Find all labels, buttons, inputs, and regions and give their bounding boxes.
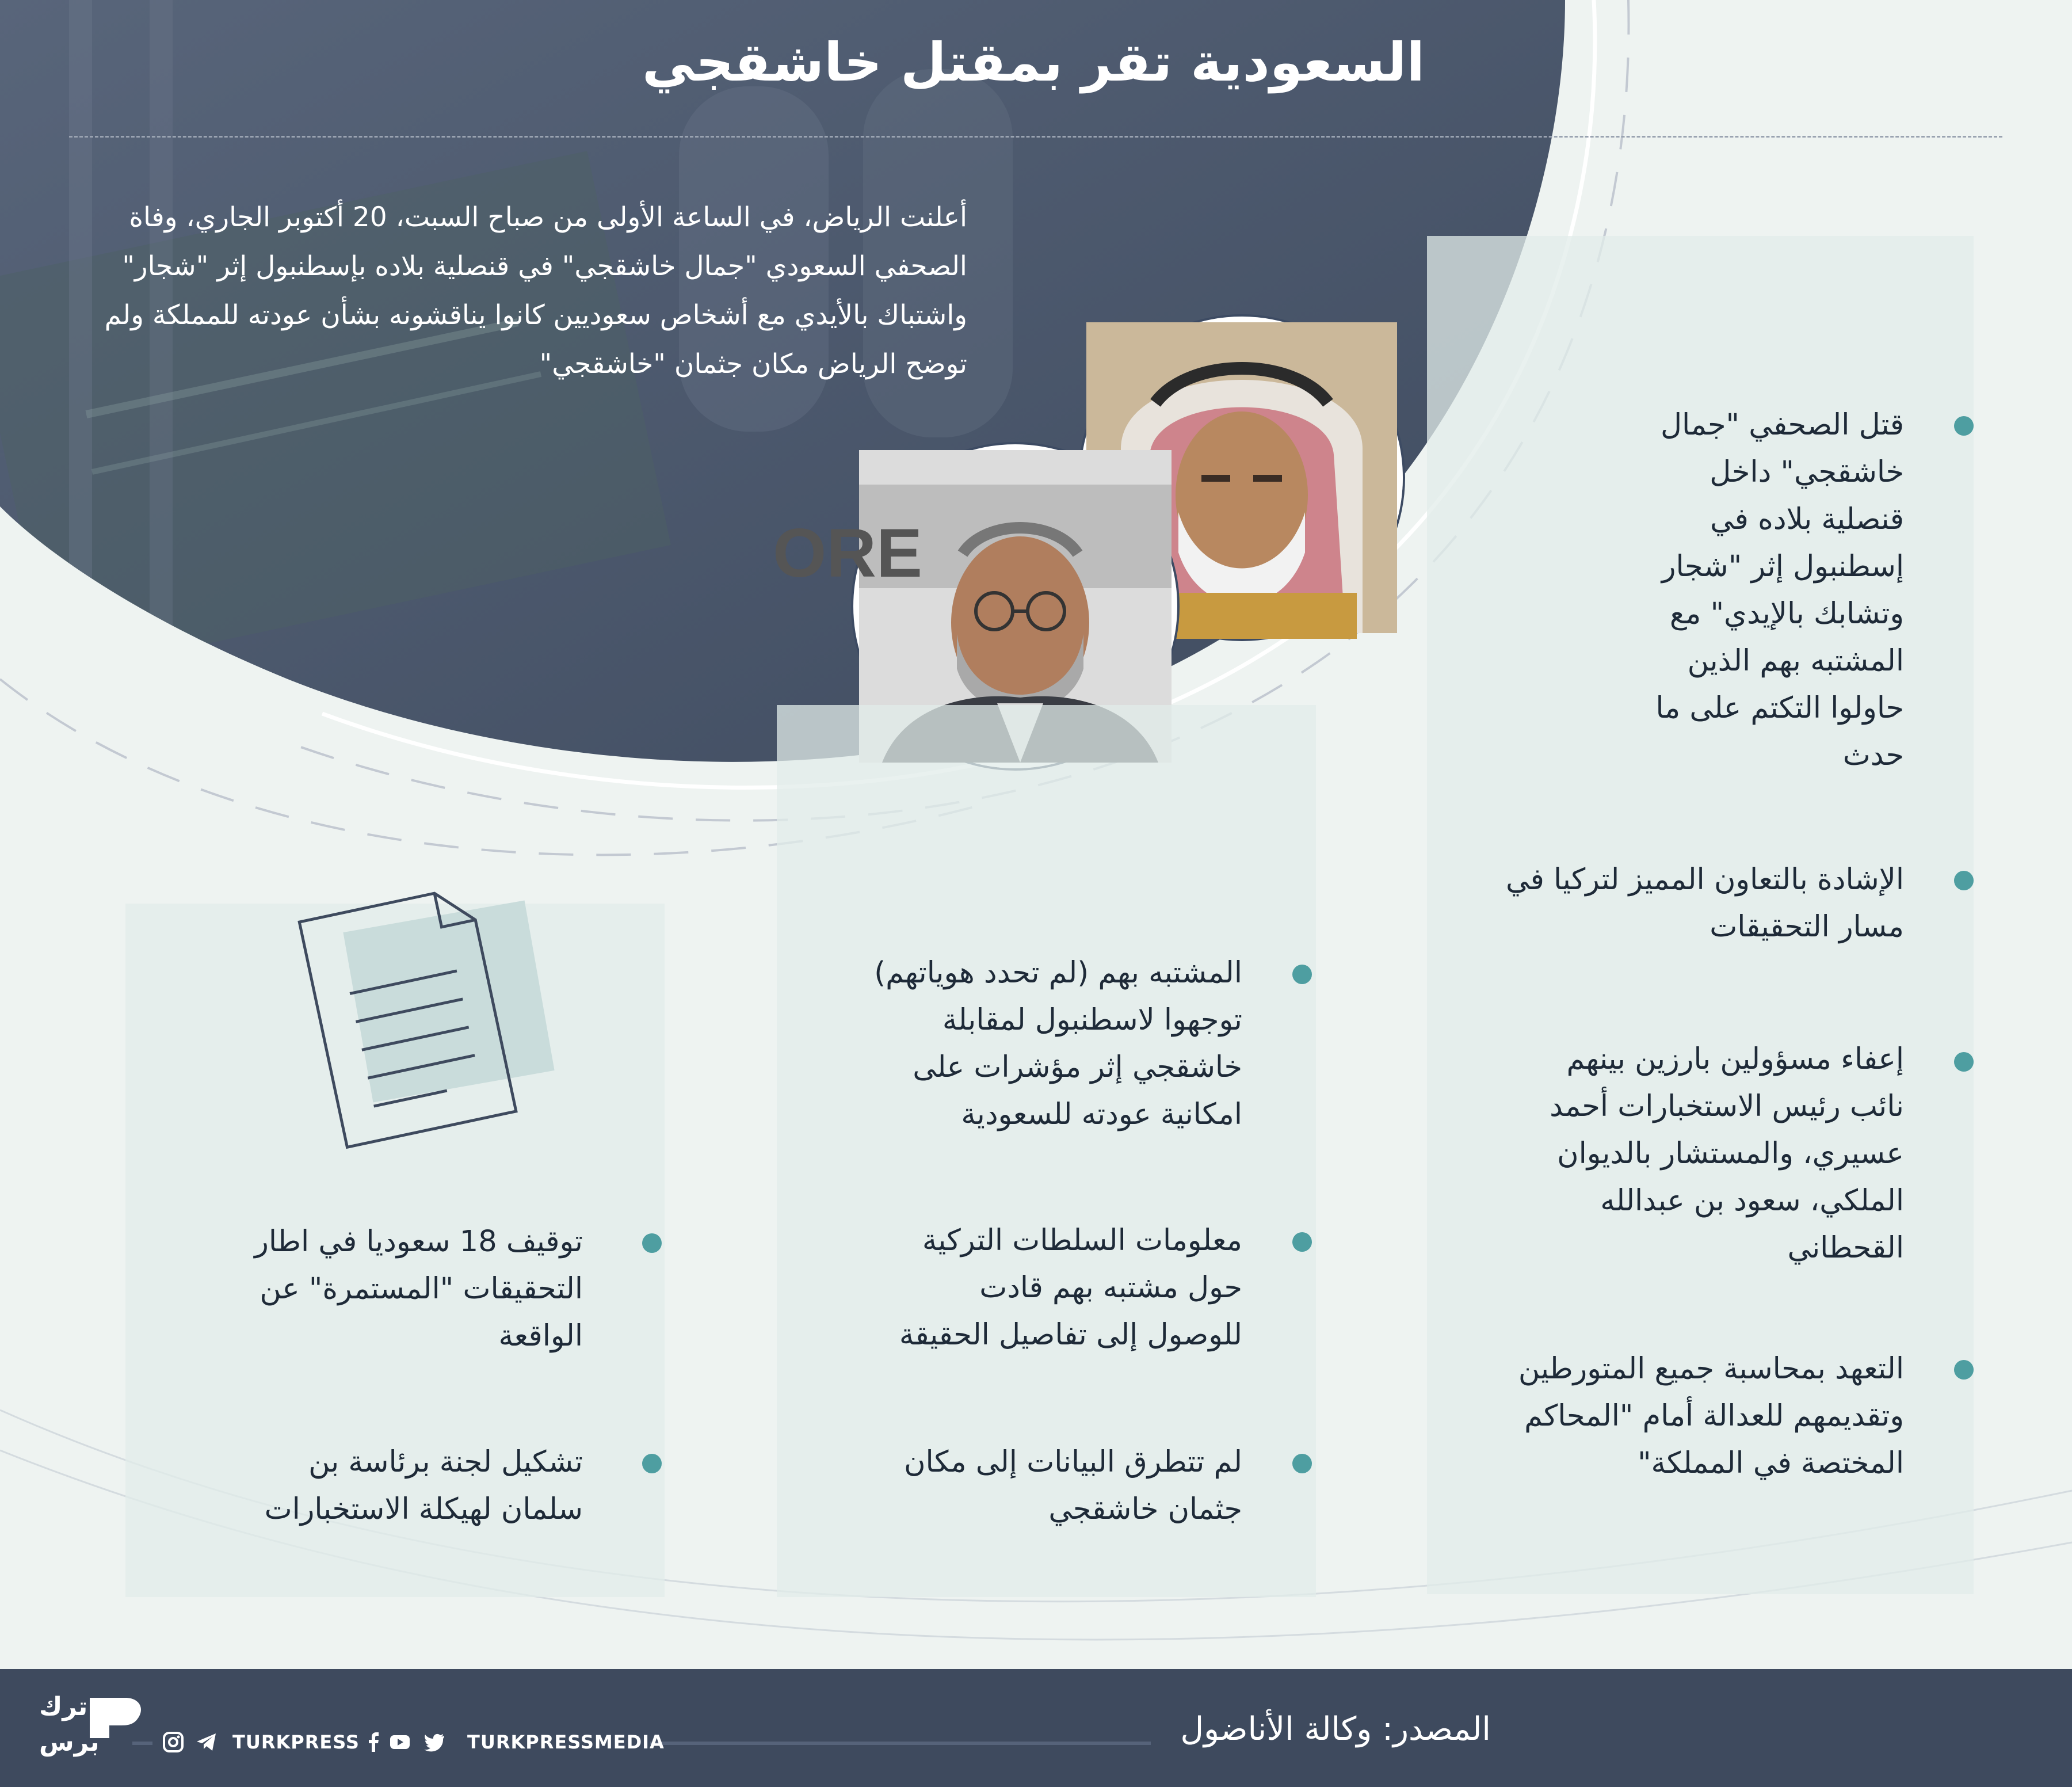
bullet-dot bbox=[1292, 1454, 1312, 1473]
footer-divider bbox=[650, 1742, 1151, 1745]
logo-text-line-1: ترك bbox=[39, 1692, 88, 1721]
page-title: السعودية تقر بمقتل خاشقجي bbox=[642, 32, 1425, 93]
fact-item: المشتبه بهم (لم تحدد هوياتهم) توجهوا لاسطنبول لمقابلة خاشقجي إثر مؤشرات على امكانية عودته للسعودية bbox=[874, 956, 1242, 1131]
fact-item: إعفاء مسؤولين بارزين بينهم نائب رئيس الاستخبارات أحمد عسيري، والمستشار بالديوان الملكي، سعود بن عبدالله القحطاني bbox=[1550, 1042, 1904, 1265]
logo-text-line-2: برس bbox=[39, 1728, 100, 1757]
instagram-icon[interactable] bbox=[162, 1731, 184, 1753]
social-handle-press: TURKPRESS bbox=[232, 1731, 360, 1753]
fact-item: الإشادة بالتعاون المميز لتركيا في مسار التحقيقات bbox=[1505, 863, 1904, 944]
telegram-icon[interactable] bbox=[196, 1731, 217, 1753]
youtube-icon[interactable] bbox=[389, 1731, 411, 1753]
bullet-dot bbox=[1954, 416, 1974, 436]
bullet-dot bbox=[1292, 965, 1312, 984]
footer-bar bbox=[0, 1669, 2072, 1787]
facebook-icon[interactable] bbox=[362, 1731, 384, 1753]
bullet-dot bbox=[1954, 871, 1974, 890]
intro-paragraph: أعلنت الرياض، في الساعة الأولى من صباح السبت، 20 أكتوبر الجاري، وفاة الصحفي السعودي "جمال خاشقجي" في قنصلية بلاده بإسطنبول إثر "شجار" واشتباك بالأيدي مع أشخاص سعوديين كانوا يناقشونه بشأن عودته للمملكة ولم توضح الرياض مكان جثمان "خاشقجي" bbox=[104, 201, 967, 380]
fact-item: معلومات السلطات التركية حول مشتبه بهم قادت للوصول إلى تفاصيل الحقيقة bbox=[899, 1224, 1242, 1352]
source-credit: المصدر: وكالة الأناضول bbox=[1180, 1710, 1491, 1748]
title-divider bbox=[69, 136, 2002, 138]
bullet-dot bbox=[1954, 1360, 1974, 1380]
fact-item: التعهد بمحاسبة جميع المتورطين وتقديمهم للعدالة أمام "المحاكم المختصة في المملكة" bbox=[1518, 1352, 1904, 1480]
fact-item: توقيف 18 سعوديا في اطار التحقيقات "المستمرة" عن الواقعة bbox=[254, 1225, 583, 1353]
twitter-icon[interactable] bbox=[423, 1731, 445, 1753]
bullet-dot bbox=[1292, 1232, 1312, 1252]
bullet-dot bbox=[1954, 1052, 1974, 1072]
document-icon bbox=[288, 875, 564, 1151]
svg-text:ORE: ORE bbox=[772, 515, 922, 592]
turkpress-logo bbox=[33, 1686, 148, 1773]
fact-item: قتل الصحفي "جمال خاشقجي" داخل قنصلية بلاده في إسطنبول إثر "شجار وتشابك بالإيدي" مع المشتبه بهم الذين حاولوا التكتم على ما حدث bbox=[1655, 408, 1904, 772]
fact-item: تشكيل لجنة برئاسة بن سلمان لهيكلة الاستخبارات bbox=[264, 1445, 583, 1526]
fact-item: لم تتطرق البيانات إلى مكان جثمان خاشقجي bbox=[904, 1445, 1242, 1526]
social-handle-media: TURKPRESSMEDIA bbox=[467, 1731, 665, 1753]
bullet-dot bbox=[642, 1233, 662, 1253]
bullet-dot bbox=[642, 1454, 662, 1473]
